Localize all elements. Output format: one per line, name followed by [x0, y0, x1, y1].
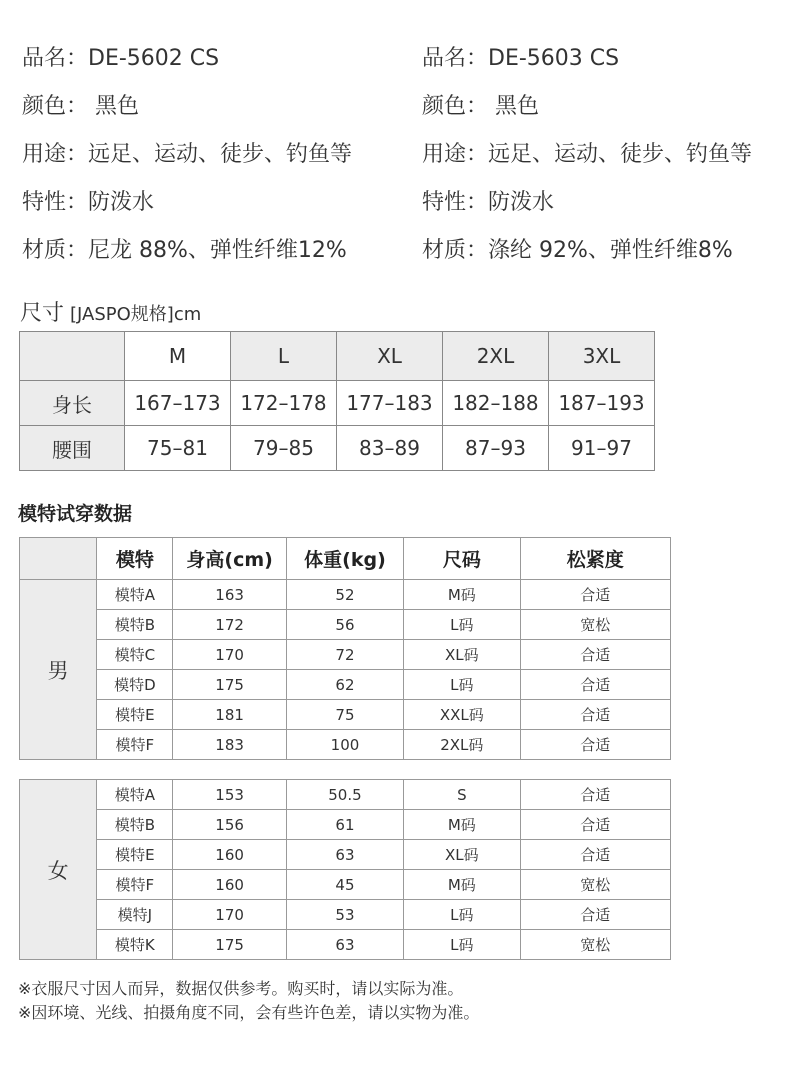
size-cell: 172–178: [231, 381, 337, 426]
note-line: ※衣服尺寸因人而异，数据仅供参考。购买时，请以实际为准。: [18, 979, 464, 998]
spec-row: [422, 40, 790, 88]
model-cell: 模特K: [97, 930, 173, 960]
model-cell: XL码: [404, 840, 520, 870]
spec-value: DE-5603 CS: [488, 46, 620, 71]
model-cell: 合适: [520, 700, 671, 730]
model-cell: 45: [286, 870, 403, 900]
spec-row: [422, 88, 790, 136]
spec-value: 涤纶 92%、弹性纤维8%: [488, 238, 733, 263]
model-cell: 2XL码: [404, 730, 520, 760]
size-corner-cell: [20, 332, 125, 381]
model-cell: 合适: [520, 840, 671, 870]
spec-value: 尼龙 88%、弹性纤维12%: [88, 238, 347, 263]
spec-row: [22, 184, 402, 232]
model-cell: 156: [173, 810, 286, 840]
note-line: ※因环境、光线、拍摄角度不同，会有些许色差，请以实物为准。: [18, 1003, 480, 1022]
model-header-row: [20, 538, 671, 580]
model-cell: 宽松: [520, 610, 671, 640]
model-cell: 合适: [520, 640, 671, 670]
model-cell: M码: [404, 810, 520, 840]
size-chart-table: [19, 331, 655, 471]
model-cell: 163: [173, 580, 286, 610]
size-header-cell: XL: [337, 332, 443, 381]
spec-label: 用途：: [22, 142, 89, 167]
model-cell: 合适: [520, 670, 671, 700]
size-cell: 177–183: [337, 381, 443, 426]
model-cell: 合适: [520, 580, 671, 610]
size-chart-subtitle: [JASPO规格]cm: [70, 304, 202, 325]
model-cell: 63: [286, 930, 403, 960]
spec-value: DE-5602 CS: [88, 46, 220, 71]
model-cell: L码: [404, 670, 520, 700]
table-row: [20, 780, 671, 810]
model-cell: 模特A: [97, 580, 173, 610]
model-cell: 61: [286, 810, 403, 840]
model-cell: 175: [173, 670, 286, 700]
model-cell: 模特F: [97, 730, 173, 760]
model-header-cell: 身高(cm): [173, 538, 286, 580]
model-cell: 模特E: [97, 700, 173, 730]
size-cell: 87–93: [443, 426, 549, 471]
spec-value: 防泼水: [488, 190, 555, 215]
spec-label: 品名：: [422, 46, 489, 71]
model-cell: L码: [404, 900, 520, 930]
model-cell: 56: [286, 610, 403, 640]
model-cell: 160: [173, 870, 286, 900]
size-cell: 182–188: [443, 381, 549, 426]
model-cell: 合适: [520, 780, 671, 810]
gender-label-men: 男: [20, 580, 97, 760]
size-header-cell: M: [125, 332, 231, 381]
model-header-cell: 松紧度: [520, 538, 671, 580]
size-header-cell: L: [231, 332, 337, 381]
spec-label: 品名：: [22, 46, 89, 71]
model-cell: 模特B: [97, 810, 173, 840]
size-cell: 79–85: [231, 426, 337, 471]
table-row: [20, 930, 671, 960]
spec-label: 材质：: [22, 238, 89, 263]
model-cell: L码: [404, 930, 520, 960]
model-cell: XXL码: [404, 700, 520, 730]
spec-column-right: [422, 40, 790, 280]
size-chart-title-text: 尺寸: [20, 301, 65, 326]
size-header-row: [20, 332, 655, 381]
model-cell: 模特B: [97, 610, 173, 640]
model-cell: 62: [286, 670, 403, 700]
model-cell: 宽松: [520, 870, 671, 900]
spec-row: [422, 184, 790, 232]
spec-label: 特性：: [422, 190, 489, 215]
model-header-cell: 模特: [97, 538, 173, 580]
model-cell: 模特D: [97, 670, 173, 700]
model-cell: 合适: [520, 730, 671, 760]
model-fit-title: 模特试穿数据: [18, 503, 133, 525]
spec-column-left: [22, 40, 402, 280]
model-cell: 75: [286, 700, 403, 730]
model-cell: 模特E: [97, 840, 173, 870]
size-row: [20, 381, 655, 426]
table-row: [20, 700, 671, 730]
size-row: [20, 426, 655, 471]
model-header-cell: 体重(kg): [286, 538, 403, 580]
men-model-table: [19, 537, 671, 760]
model-cell: 172: [173, 610, 286, 640]
women-model-table: [19, 779, 671, 960]
size-row-label: 腰围: [20, 426, 125, 471]
model-cell: 模特C: [97, 640, 173, 670]
model-cell: S: [404, 780, 520, 810]
spec-row: [22, 88, 402, 136]
model-cell: 175: [173, 930, 286, 960]
model-cell: 52: [286, 580, 403, 610]
table-row: [20, 640, 671, 670]
table-row: [20, 730, 671, 760]
size-row-label: 身长: [20, 381, 125, 426]
spec-value: 黑色: [88, 94, 140, 119]
spec-label: 颜色：: [22, 94, 89, 119]
model-cell: 模特F: [97, 870, 173, 900]
table-row: [20, 580, 671, 610]
table-row: [20, 610, 671, 640]
model-cell: 183: [173, 730, 286, 760]
model-corner-cell: [20, 538, 97, 580]
table-row: [20, 670, 671, 700]
model-cell: L码: [404, 610, 520, 640]
size-header-cell: 2XL: [443, 332, 549, 381]
model-cell: M码: [404, 870, 520, 900]
model-cell: 181: [173, 700, 286, 730]
spec-row: [22, 40, 402, 88]
table-row: [20, 900, 671, 930]
model-cell: 模特J: [97, 900, 173, 930]
model-header-cell: 尺码: [404, 538, 520, 580]
gender-label-women: 女: [20, 780, 97, 960]
model-cell: 53: [286, 900, 403, 930]
model-cell: 50.5: [286, 780, 403, 810]
model-cell: 170: [173, 900, 286, 930]
spec-label: 颜色：: [422, 94, 489, 119]
table-row: [20, 870, 671, 900]
spec-label: 特性：: [22, 190, 89, 215]
spec-row: [422, 136, 790, 184]
size-cell: 91–97: [549, 426, 655, 471]
model-cell: 170: [173, 640, 286, 670]
spec-value: 黑色: [488, 94, 540, 119]
model-cell: 合适: [520, 900, 671, 930]
spec-row: [22, 232, 402, 280]
model-cell: 153: [173, 780, 286, 810]
spec-row: [22, 136, 402, 184]
size-cell: 187–193: [549, 381, 655, 426]
spec-label: 用途：: [422, 142, 489, 167]
model-cell: 模特A: [97, 780, 173, 810]
size-cell: 167–173: [125, 381, 231, 426]
spec-label: 材质：: [422, 238, 489, 263]
size-header-cell: 3XL: [549, 332, 655, 381]
spec-value: 远足、运动、徒步、钓鱼等: [488, 142, 753, 167]
spec-row: [422, 232, 790, 280]
size-cell: 83–89: [337, 426, 443, 471]
spec-value: 远足、运动、徒步、钓鱼等: [88, 142, 353, 167]
model-cell: XL码: [404, 640, 520, 670]
model-cell: 宽松: [520, 930, 671, 960]
size-cell: 75–81: [125, 426, 231, 471]
model-cell: 63: [286, 840, 403, 870]
table-row: [20, 840, 671, 870]
model-cell: M码: [404, 580, 520, 610]
notes: [18, 977, 479, 1025]
model-cell: 合适: [520, 810, 671, 840]
table-row: [20, 810, 671, 840]
model-cell: 160: [173, 840, 286, 870]
model-cell: 100: [286, 730, 403, 760]
spec-value: 防泼水: [88, 190, 155, 215]
size-chart-title: [20, 296, 201, 327]
model-cell: 72: [286, 640, 403, 670]
